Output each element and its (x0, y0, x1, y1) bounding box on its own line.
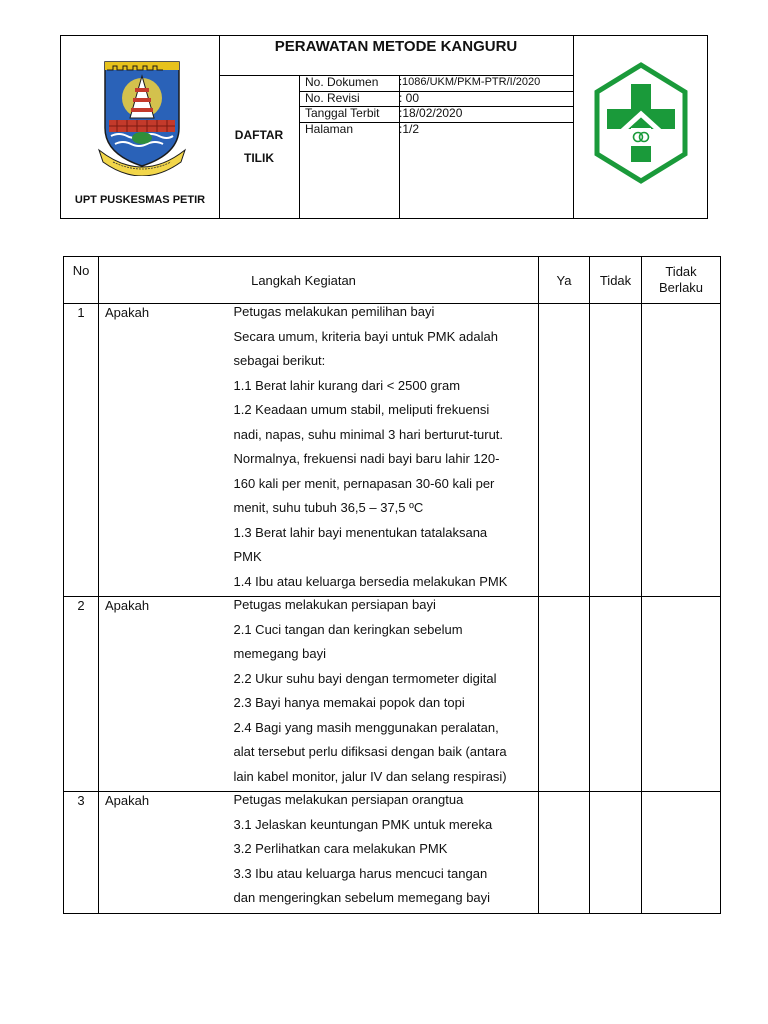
regional-emblem-icon (97, 58, 187, 176)
step-line: 3.3 Ibu atau keluarga harus mencuci tangan (233, 865, 488, 881)
step-line: 2.4 Bagi yang masih menggunakan peralatan, (233, 719, 499, 735)
meta-value-document-number: :1086/UKM/PKM-PTR/I/2020 (399, 76, 541, 88)
organization-name: UPT PUSKESMAS PETIR (74, 194, 206, 206)
checkbox-cell-no[interactable] (590, 792, 642, 914)
column-header-steps: Langkah Kegiatan (99, 257, 539, 304)
meta-value-revision: : 00 (399, 91, 420, 105)
column-header-no: No (64, 257, 99, 304)
meta-label-page: Halaman (305, 122, 354, 136)
step-line: memegang bayi (233, 646, 326, 661)
step-line: 1.1 Berat lahir kurang dari < 2500 gram (233, 377, 461, 393)
row-steps (232, 597, 539, 792)
step-line: sebagai berikut: (233, 353, 326, 368)
document-header (60, 35, 708, 219)
row-number: 3 (64, 792, 99, 914)
column-header-not-applicable (642, 257, 721, 304)
row-question: Apakah (99, 792, 232, 914)
meta-label-issue-date: Tanggal Terbit (305, 106, 380, 120)
divider (299, 75, 300, 218)
step-line: 3.1 Jelaskan keuntungan PMK untuk mereka (233, 816, 493, 832)
checkbox-cell-no[interactable] (590, 597, 642, 792)
document-type-line: TILIK (244, 151, 274, 165)
checkbox-cell-no[interactable] (590, 304, 642, 597)
meta-label-document-number: No. Dokumen (305, 75, 379, 89)
step-line: PMK (233, 549, 262, 564)
checkbox-cell-yes[interactable] (539, 304, 590, 597)
puskesmas-logo-icon (593, 62, 689, 184)
checklist-table (63, 256, 721, 914)
column-header-no-answer: Tidak (590, 257, 642, 304)
table-row (64, 304, 721, 597)
row-number: 1 (64, 304, 99, 597)
row-question: Apakah (99, 304, 232, 597)
row-question: Apakah (99, 597, 232, 792)
step-line: Petugas melakukan pemilihan bayi (233, 304, 435, 319)
header-line: Berlaku (658, 280, 704, 295)
step-line: 160 kali per menit, pernapasan 30-60 kali per (233, 475, 495, 491)
row-steps (232, 792, 539, 914)
step-line: dan mengeringkan sebelum memegang bayi (233, 890, 491, 905)
step-line: lain kabel monitor, jalur IV dan selang respirasi) (233, 768, 507, 784)
checkbox-cell-not-applicable[interactable] (642, 597, 721, 792)
header-line: Tidak (665, 264, 697, 279)
divider (573, 36, 574, 218)
table-header-row (64, 257, 721, 304)
row-number: 2 (64, 597, 99, 792)
document-type (219, 124, 299, 170)
step-line: menit, suhu tubuh 36,5 – 37,5 ºC (233, 500, 424, 515)
step-line: Normalnya, frekuensi nadi bayi baru lahir 120- (233, 451, 500, 466)
checkbox-cell-yes[interactable] (539, 792, 590, 914)
step-line: Petugas melakukan persiapan bayi (233, 597, 436, 612)
step-line: 2.1 Cuci tangan dan keringkan sebelum (233, 621, 463, 637)
table-row (64, 597, 721, 792)
step-line: 3.2 Perlihatkan cara melakukan PMK (233, 841, 448, 856)
checkbox-cell-not-applicable[interactable] (642, 792, 721, 914)
step-line: alat tersebut perlu difiksasi dengan baik (antara (233, 744, 507, 759)
meta-value-page: :1/2 (399, 122, 420, 136)
document-title: PERAWATAN METODE KANGURU (274, 38, 518, 55)
step-line: Secara umum, kriteria bayi untuk PMK adalah (233, 328, 498, 344)
meta-label-revision: No. Revisi (305, 91, 360, 105)
step-line: Petugas melakukan persiapan orangtua (233, 792, 464, 807)
step-line: 1.3 Berat lahir bayi menentukan tatalaksana (233, 524, 488, 540)
step-line: 2.2 Ukur suhu bayi dengan termometer digital (233, 670, 497, 686)
step-line: 1.2 Keadaan umum stabil, meliputi frekuensi (233, 402, 490, 417)
column-header-yes: Ya (539, 257, 590, 304)
document-type-line: DAFTAR (234, 128, 284, 142)
step-line: nadi, napas, suhu minimal 3 hari berturut-turut. (233, 426, 504, 442)
step-line: 1.4 Ibu atau keluarga bersedia melakukan PMK (233, 573, 508, 589)
step-line: 2.3 Bayi hanya memakai popok dan topi (233, 695, 465, 710)
row-steps (232, 304, 539, 597)
checkbox-cell-not-applicable[interactable] (642, 304, 721, 597)
table-row (64, 792, 721, 914)
checkbox-cell-yes[interactable] (539, 597, 590, 792)
meta-value-issue-date: :18/02/2020 (399, 106, 463, 120)
